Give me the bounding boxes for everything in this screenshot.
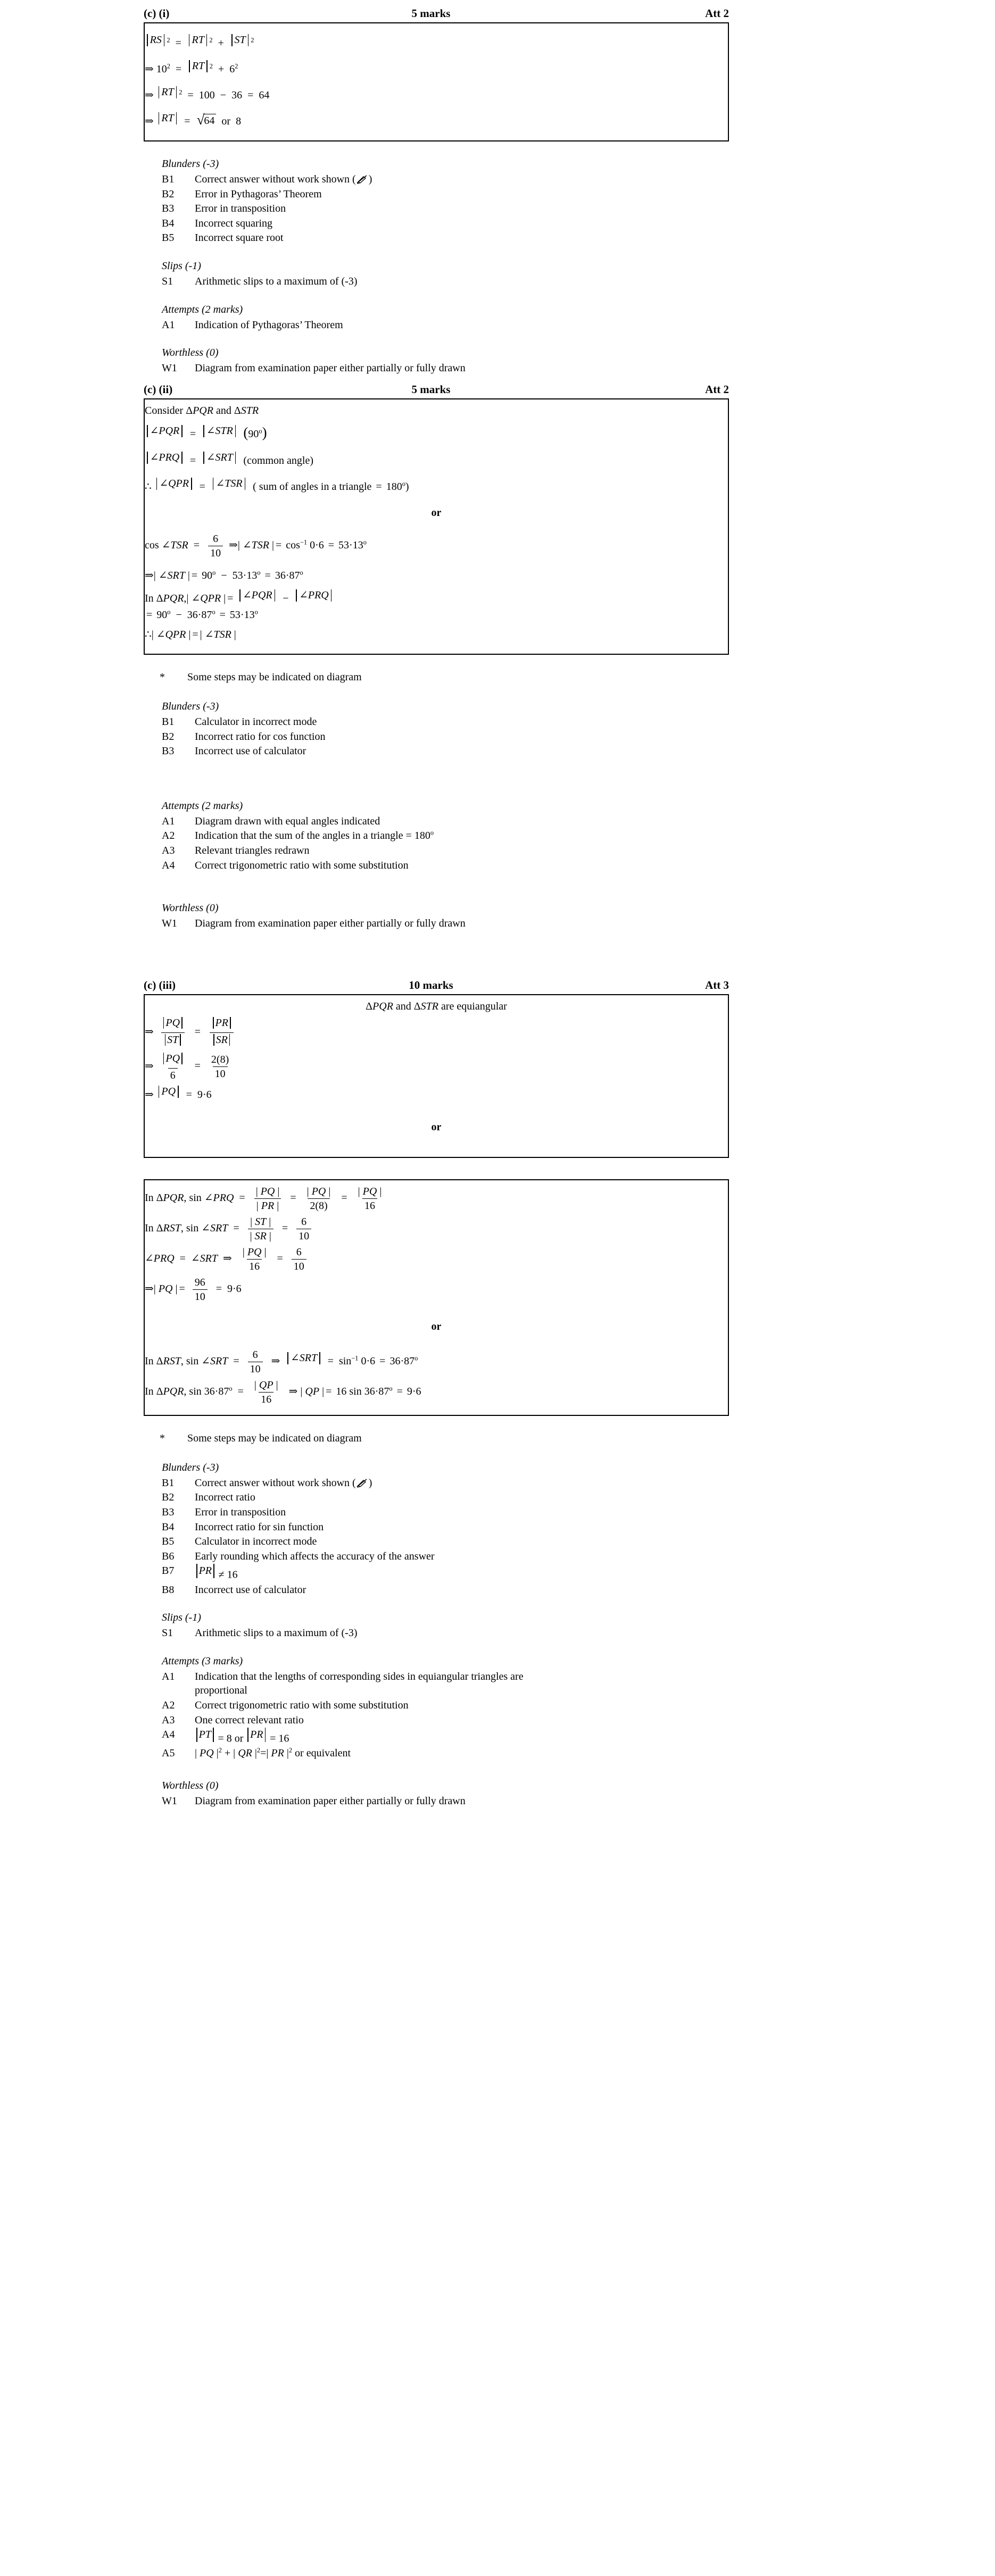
- criteria-desc: Incorrect ratio for sin function: [195, 1521, 324, 1533]
- criteria-item: [144, 715, 729, 730]
- criteria-desc-cont: proportional: [195, 1685, 247, 1697]
- criteria-list-attempts-ciii: [144, 1670, 729, 1761]
- criteria-desc: Incorrect squaring: [195, 217, 273, 229]
- criteria-desc-suffix: ): [368, 1477, 372, 1489]
- math-line-consider: Consider ΔPQR and ΔSTR: [145, 404, 259, 416]
- criteria-desc: Correct trigonometric ratio with some substitution: [195, 859, 409, 871]
- criteria-desc: [195, 172, 729, 187]
- note-c-ii: [144, 671, 729, 684]
- criteria-heading-slips-ci: Slips (-1): [162, 260, 201, 272]
- criteria-desc: Diagram from examination paper either partially or fully drawn: [195, 918, 466, 930]
- criteria-desc: Early rounding which affects the accuracy of the answer: [195, 1550, 435, 1562]
- criteria-code: A2: [162, 830, 175, 842]
- criteria-code: B2: [162, 188, 175, 200]
- criteria-item: [144, 844, 729, 858]
- criteria-desc: Calculator in incorrect mode: [195, 1536, 317, 1548]
- math-line-pq-result: ⇒ PQ = 9·6: [145, 1085, 212, 1101]
- criteria-code: B5: [162, 232, 175, 244]
- criteria-code: B4: [162, 217, 175, 229]
- math-line-3: ⇒ RT $^2$ = 100 − 36 = 64: [145, 86, 270, 102]
- part-marks-c-i: 5 marks: [411, 7, 451, 20]
- criteria-desc: Error in transposition: [195, 1506, 286, 1519]
- math-line-sin-prq: In ΔPQR, sin ∠PRQ = $\frac{| PQ |}{| PR |}$ = $\frac{| PQ |}{2(8)}$ = $\frac{| PQ |}{16}$: [145, 1185, 382, 1212]
- part-header-c-ii: [144, 384, 729, 398]
- criteria-item: [144, 274, 729, 289]
- criteria-item: [144, 216, 729, 231]
- solution-box-c-ii: [144, 398, 729, 655]
- criteria-list-slips-ciii: [144, 1626, 729, 1641]
- criteria-desc: Incorrect use of calculator: [195, 1583, 306, 1596]
- criteria-list-blunders-ciii: [144, 1476, 729, 1597]
- criteria-code: B1: [162, 173, 175, 186]
- no-pen-icon: [356, 1479, 368, 1488]
- criteria-heading-blunders-ciii: Blunders (-3): [162, 1461, 219, 1473]
- math-line-2: ⇒ $10^2$ = RT $^2 + 6^2$: [145, 60, 238, 76]
- criteria-code: A3: [162, 844, 175, 856]
- criteria-item: [144, 318, 729, 333]
- note-text: Some steps may be indicated on diagram: [187, 1432, 362, 1444]
- criteria-code: A1: [162, 815, 175, 827]
- criteria-item: [144, 1583, 729, 1598]
- criteria-desc-text: Correct answer without work shown (: [195, 1477, 356, 1489]
- criteria-code: B3: [162, 1506, 175, 1519]
- part-attempt-c-iii: Att 3: [705, 978, 729, 991]
- criteria-desc: Relevant triangles redrawn: [195, 844, 310, 856]
- criteria-code: B8: [162, 1583, 175, 1596]
- criteria-heading-slips-ciii: Slips (-1): [162, 1612, 201, 1624]
- criteria-item: [144, 202, 729, 216]
- criteria-item: [144, 916, 729, 931]
- criteria-code: B2: [162, 1491, 175, 1504]
- criteria-code: A1: [162, 319, 175, 331]
- note-text: Some steps may be indicated on diagram: [187, 671, 362, 683]
- math-line-angle-eq-2: ∠PRQ = ∠SRT (common angle): [145, 446, 728, 472]
- criteria-desc: Error in transposition: [195, 203, 286, 215]
- criteria-list-blunders-cii: [144, 715, 729, 759]
- criteria-desc: Calculator in incorrect mode: [195, 715, 317, 728]
- note-star: *: [160, 1432, 165, 1444]
- criteria-list-blunders-ci: [144, 172, 729, 246]
- part-attempt-c-i: Att 2: [705, 7, 729, 20]
- criteria-item: [144, 1476, 729, 1491]
- part-header-c-i: [144, 7, 729, 22]
- criteria-item: [144, 1505, 729, 1520]
- criteria-list-worthless-ci: [144, 361, 729, 376]
- criteria-desc: Error in Pythagoras’ Theorem: [195, 188, 322, 200]
- criteria-item: [144, 172, 729, 187]
- criteria-code: B3: [162, 203, 175, 215]
- criteria-desc: Incorrect use of calculator: [195, 745, 306, 757]
- criteria-list-slips-ci: [144, 274, 729, 289]
- or-separator-c-iii-a: or: [431, 1121, 442, 1133]
- criteria-heading-attempts-cii: Attempts (2 marks): [162, 799, 243, 812]
- criteria-desc: Correct trigonometric ratio with some substitution: [195, 1699, 409, 1711]
- criteria-item: [144, 1520, 729, 1535]
- criteria-desc-text: Indication that the lengths of corresponding sides in equiangular triangles are: [195, 1670, 524, 1682]
- criteria-desc: Arithmetic slips to a maximum of (-3): [195, 1627, 358, 1639]
- criteria-heading-worthless-cii: Worthless (0): [162, 902, 219, 914]
- criteria-list-worthless-cii: [144, 916, 729, 931]
- criteria-heading-attempts-ci: Attempts (2 marks): [162, 303, 243, 315]
- criteria-code: A5: [162, 1747, 175, 1760]
- criteria-code: A1: [162, 1670, 175, 1682]
- criteria-heading-blunders-cii: Blunders (-3): [162, 700, 219, 712]
- criteria-code: B7: [162, 1565, 175, 1577]
- part-header-c-iii: [144, 979, 729, 994]
- part-marks-c-iii: 10 marks: [409, 978, 453, 991]
- criteria-item: [144, 361, 729, 376]
- criteria-item: [144, 829, 729, 844]
- criteria-code: A4: [162, 859, 175, 871]
- part-label-c-i: (c) (i): [144, 7, 170, 20]
- criteria-heading-worthless-ci: Worthless (0): [162, 347, 219, 359]
- criteria-item: [144, 1535, 729, 1549]
- criteria-desc: PT = 8 or PR = 16: [195, 1728, 729, 1746]
- part-label-c-iii: (c) (iii): [144, 978, 176, 991]
- math-line-srt: ⇒| ∠SRT | = $90^o - 53\cdot 13^o = 36\cdot 87^o$: [145, 569, 303, 581]
- criteria-item: [144, 1698, 729, 1713]
- note-c-iii: [144, 1432, 729, 1445]
- criteria-code: B6: [162, 1550, 175, 1562]
- criteria-code: S1: [162, 276, 173, 288]
- criteria-code: A3: [162, 1714, 175, 1726]
- criteria-desc: Diagram from examination paper either partially or fully drawn: [195, 362, 466, 374]
- criteria-item: [144, 1564, 729, 1582]
- math-line-equiangular: ΔPQR and ΔSTR are equiangular: [366, 1000, 507, 1012]
- criteria-code: W1: [162, 1795, 177, 1807]
- or-separator-c-ii: or: [431, 506, 442, 519]
- math-line-1: RS $^2$ = RT $^2$ + ST $^2$: [145, 29, 728, 55]
- criteria-item: [144, 1746, 729, 1761]
- criteria-code: W1: [162, 918, 177, 930]
- note-star: *: [160, 671, 165, 683]
- criteria-desc: PR ≠ 16: [195, 1564, 729, 1582]
- criteria-heading-attempts-ciii: Attempts (3 marks): [162, 1655, 243, 1667]
- solution-box-c-i: [144, 22, 729, 141]
- math-line-final-qp: In ΔPQR, $\sin 36\cdot 87^o$ = $\frac{| QP |}{16}$ ⇒ | QP | = 16 $\sin 36\cdot 87^o = 9\cdot 6$: [145, 1379, 421, 1405]
- criteria-item: [144, 744, 729, 759]
- criteria-item: [144, 730, 729, 745]
- criteria-desc: [195, 1476, 729, 1490]
- criteria-code: B1: [162, 1477, 175, 1489]
- criteria-desc: | PQ $|^2$ + | QR $|^2=|$ PR $|^2$ or equivalent: [195, 1746, 351, 1760]
- math-line-pq-96: ⇒| PQ | = $\frac{96}{10}$ = 9·6: [145, 1276, 242, 1303]
- criteria-heading-worthless-ciii: Worthless (0): [162, 1779, 219, 1791]
- criteria-item: [144, 231, 729, 246]
- criteria-item: [144, 814, 729, 829]
- math-line-in-pqr: In ΔPQR,| ∠QPR | = ∠PQR − ∠PRQ: [145, 587, 728, 607]
- criteria-list-attempts-cii: [144, 814, 729, 873]
- criteria-desc-suffix: ): [368, 173, 372, 186]
- solution-box-c-iii-b: [144, 1179, 729, 1416]
- criteria-desc: Incorrect ratio: [195, 1491, 255, 1504]
- criteria-list-attempts-ci: [144, 318, 729, 333]
- math-line-conclusion: ∴| ∠QPR | = | ∠TSR |: [145, 628, 236, 640]
- criteria-code: B2: [162, 730, 175, 743]
- criteria-item: [144, 1490, 729, 1505]
- math-line-result: = $90^o - 36\cdot 87^o = 53\cdot 13^o$: [146, 608, 258, 621]
- criteria-desc-text: Arithmetic slips to a maximum of (-3): [195, 276, 358, 288]
- criteria-item: [144, 1728, 729, 1746]
- criteria-list-worthless-ciii: [144, 1794, 729, 1809]
- criteria-desc: Diagram drawn with equal angles indicated: [195, 815, 380, 827]
- or-separator-c-iii-b: or: [431, 1320, 442, 1332]
- math-line-sin-inverse: In ΔRST, sin ∠SRT = $\frac{6}{10}$ ⇒ ∠SRT = $\sin^{-1} 0\cdot 6 = 36\cdot 87^o$: [145, 1348, 418, 1375]
- criteria-item: [144, 1549, 729, 1564]
- criteria-desc: Diagram from examination paper either partially or fully drawn: [195, 1795, 466, 1807]
- criteria-code: A4: [162, 1729, 175, 1741]
- math-line-4: ⇒ RT = √ 64 or 8: [145, 112, 242, 128]
- criteria-item: [144, 187, 729, 202]
- criteria-code: B3: [162, 745, 175, 757]
- criteria-desc-text: Correct answer without work shown (: [195, 173, 356, 186]
- criteria-code: B5: [162, 1536, 175, 1548]
- part-label-c-ii: (c) (ii): [144, 382, 173, 396]
- criteria-desc: One correct relevant ratio: [195, 1714, 304, 1726]
- criteria-heading-blunders-ci: Blunders (-3): [162, 158, 219, 170]
- criteria-desc: Incorrect square root: [195, 232, 284, 244]
- criteria-desc: [195, 274, 729, 289]
- math-line-angle-eq-3: ∴ ∠QPR = ∠TSR ( sum of angles in a triangle = $180^o$): [145, 477, 409, 493]
- criteria-desc: Incorrect ratio for cos function: [195, 730, 326, 743]
- math-line-angle-eq-1: ∠PQR = ∠STR (90$^o$): [145, 419, 728, 446]
- document-content: [144, 0, 729, 1809]
- criteria-item: [144, 1626, 729, 1641]
- math-line-sin-srt: In ΔRST, sin ∠SRT = $\frac{| ST |}{| SR |}$ = $\frac{6}{10}$: [145, 1214, 728, 1244]
- no-pen-icon: [356, 175, 368, 184]
- criteria-item: [144, 858, 729, 873]
- criteria-code: A2: [162, 1699, 175, 1711]
- part-attempt-c-ii: Att 2: [705, 382, 729, 396]
- part-marks-c-ii: 5 marks: [411, 382, 451, 396]
- criteria-code: B4: [162, 1521, 175, 1533]
- criteria-code: S1: [162, 1627, 173, 1639]
- math-line-ratio-2: ⇒ $\frac{PQ}{6}$ = $\frac{2(8)}{10}$: [145, 1052, 229, 1081]
- criteria-desc: [195, 1670, 729, 1698]
- math-line-ratio-1: ⇒ $\frac{PQ}{ST}$ = $\frac{PR}{SR}$: [145, 1015, 728, 1051]
- criteria-desc: Indication that the sum of the angles in a triangle = $180^o$: [195, 829, 434, 842]
- criteria-code: B1: [162, 715, 175, 728]
- criteria-item: [144, 1670, 729, 1698]
- solution-box-c-iii-a: [144, 994, 729, 1158]
- criteria-code: W1: [162, 362, 177, 374]
- criteria-desc: Indication of Pythagoras’ Theorem: [195, 319, 343, 331]
- math-line-equate: ∠PRQ = ∠SRT ⇒ $\frac{| PQ |}{16}$ = $\frac{6}{10}$: [145, 1244, 728, 1274]
- criteria-item: [144, 1794, 729, 1809]
- criteria-item: [144, 1713, 729, 1728]
- math-line-cos: cos ∠TSR = $\frac{6}{10}$ ⇒| ∠TSR | = $\cos^{-1} 0\cdot 6 = 53\cdot 13^o$: [145, 532, 367, 559]
